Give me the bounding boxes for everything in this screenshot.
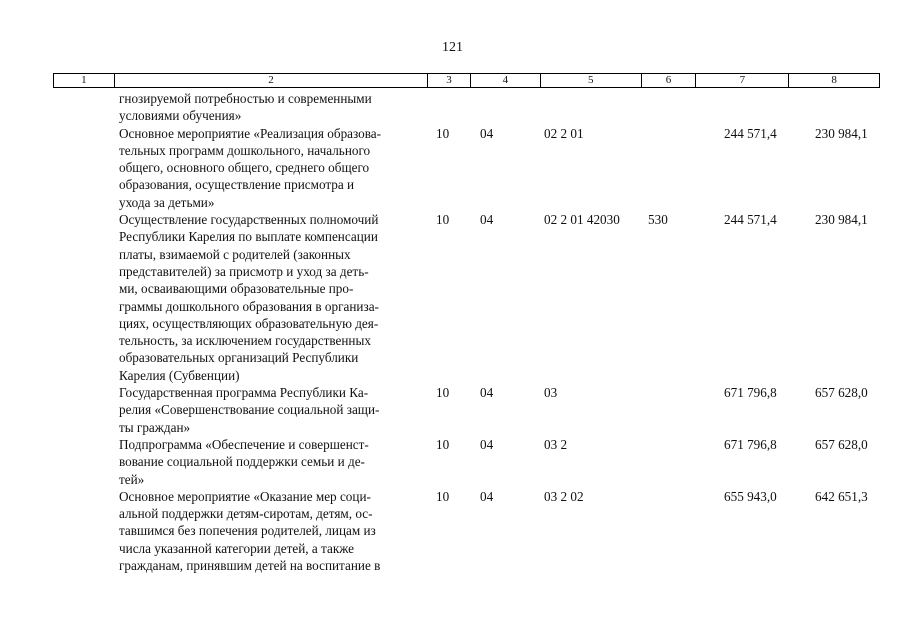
row-section: 10	[436, 125, 450, 141]
row-amount-2: 230 984,1	[815, 212, 868, 228]
row-amount-2: 642 651,3	[815, 488, 868, 504]
row-name-line: ты граждан»	[119, 419, 191, 435]
row-name-line: Основное мероприятие «Реализация образова-	[119, 125, 382, 141]
header-col-2: 2	[115, 74, 428, 87]
row-name-line: Карелия (Субвенции)	[119, 367, 240, 383]
row-expense-type: 530	[648, 212, 668, 228]
row-name-line: образовательных организаций Республики	[119, 350, 359, 366]
row-target-code: 03 2	[544, 437, 568, 452]
row-amount-2: 230 984,1	[815, 125, 868, 141]
row-target-code: 03	[544, 385, 558, 401]
row-name-line: Республики Карелия по выплате компенсации	[119, 229, 378, 245]
row-amount-1: 244 571,4	[724, 125, 777, 141]
row-name-line: циях, осуществляющих образовательную дея-	[119, 315, 379, 331]
row-name-line: альной поддержки детям-сиротам, детям, ос-	[119, 506, 373, 522]
row-section: 10	[436, 385, 450, 401]
header-col-4: 4	[471, 74, 541, 87]
row-name-line: Осуществление государственных полномочий	[119, 212, 379, 228]
row-amount-1: 655 943,0	[724, 488, 777, 504]
row-name	[119, 211, 424, 384]
row-name-line: ухода за детьми»	[119, 194, 215, 210]
row-amount-2: 657 628,0	[815, 437, 868, 452]
row-name-line: Подпрограмма «Обеспечение и совершенст-	[119, 437, 369, 452]
row-amount-1: 671 796,8	[724, 385, 777, 401]
row-name-line: тавшимся без попечения родителей, лицам из	[119, 523, 376, 539]
page-number: 121	[442, 40, 463, 55]
row-amount-1: 244 571,4	[724, 212, 777, 228]
header-col-7: 7	[696, 74, 789, 87]
header-col-3: 3	[428, 74, 471, 87]
row-subsection: 04	[480, 212, 494, 228]
row-name	[119, 125, 424, 211]
row-name-line: условиями обучения»	[119, 108, 242, 124]
row-section: 10	[436, 212, 450, 228]
row-name	[119, 488, 424, 574]
header-col-1: 1	[54, 74, 115, 87]
row-target-code: 03 2 02	[544, 488, 584, 504]
row-name-line: платы, взимаемой с родителей (законных	[119, 246, 351, 262]
row-name-line: гнозируемой потребностью и современными	[119, 91, 372, 106]
row-name	[119, 436, 424, 488]
table-header	[53, 73, 880, 88]
row-name-line: граммы дошкольного образования в организа-	[119, 298, 379, 314]
row-section: 10	[436, 488, 450, 504]
row-name	[119, 90, 424, 125]
header-col-6: 6	[642, 74, 697, 87]
row-name-line: Основное мероприятие «Оказание мер соци-	[119, 488, 371, 504]
row-subsection: 04	[480, 488, 494, 504]
row-subsection: 04	[480, 437, 494, 452]
row-subsection: 04	[480, 385, 494, 401]
row-amount-2: 657 628,0	[815, 385, 868, 401]
row-name-line: гражданам, принявшим детей на воспитание в	[119, 558, 381, 574]
row-name-line: образования, осуществление присмотра и	[119, 177, 355, 193]
row-name-line: числа указанной категории детей, а также	[119, 540, 355, 556]
row-section: 10	[436, 437, 450, 452]
row-name-line: релия «Совершенствование социальной защи-	[119, 402, 380, 418]
row-target-code: 02 2 01	[544, 125, 584, 141]
row-target-code: 02 2 01 42030	[544, 212, 620, 228]
header-col-8: 8	[831, 74, 837, 86]
row-name-line: тельных программ дошкольного, начального	[119, 142, 371, 158]
header-col-5: 5	[541, 74, 642, 87]
row-amount-1: 671 796,8	[724, 437, 777, 452]
row-name-line: тельность, за исключением государственных	[119, 333, 371, 349]
row-name-line: Государственная программа Республики Ка-	[119, 385, 369, 401]
row-name-line: представителей) за присмотр и уход за деть-	[119, 263, 369, 279]
row-name-line: ми, осваивающими образовательные про-	[119, 281, 354, 297]
row-subsection: 04	[480, 125, 494, 141]
row-name-line: тей»	[119, 471, 145, 487]
row-name	[119, 384, 424, 436]
row-name-line: вование социальной поддержки семьи и де-	[119, 454, 365, 470]
row-name-line: общего, основного общего, среднего общего	[119, 160, 370, 176]
